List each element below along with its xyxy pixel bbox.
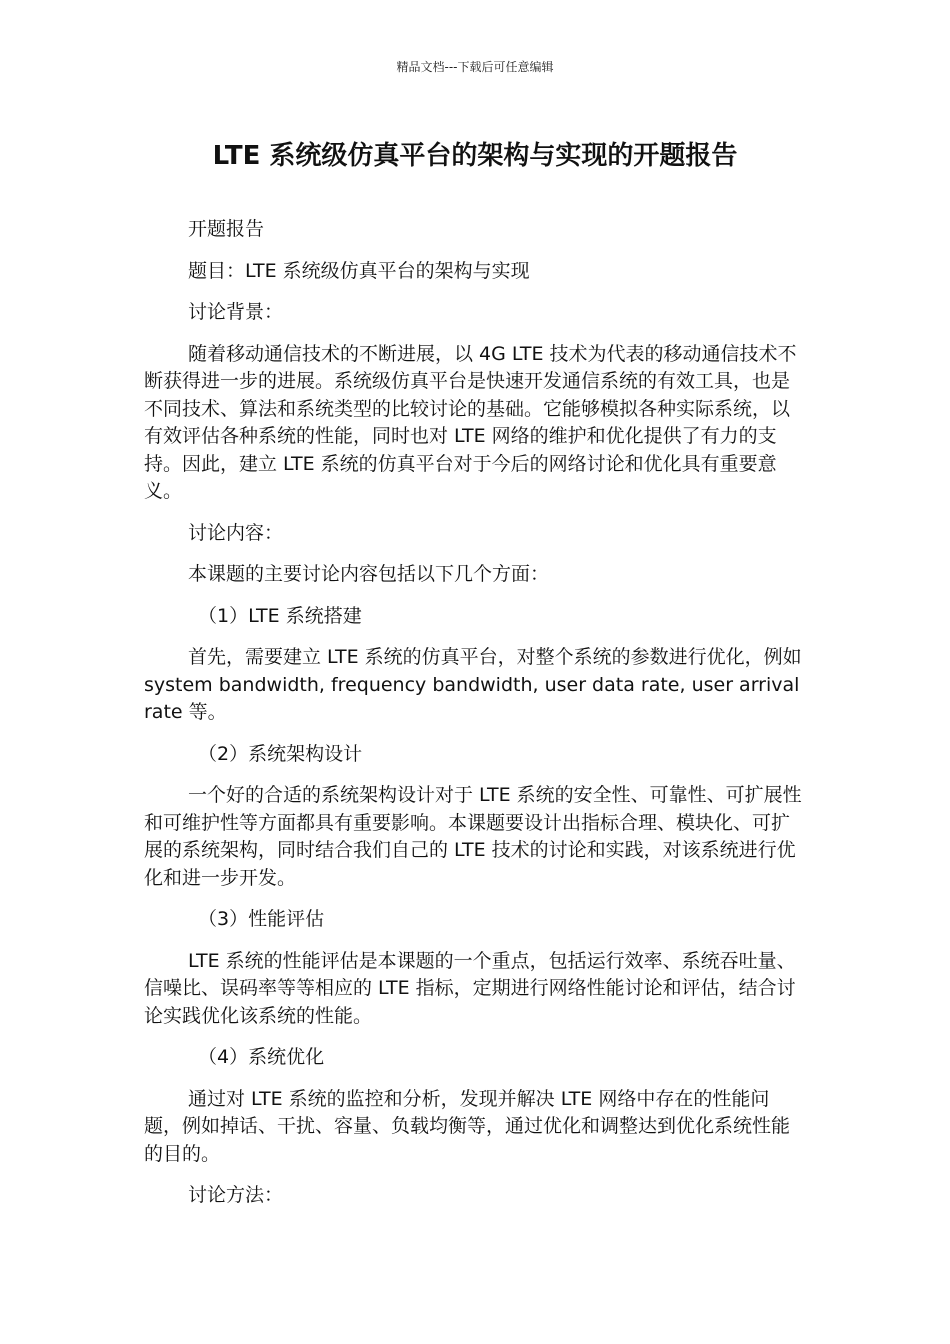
heading-content: 讨论内容： xyxy=(188,521,284,544)
heading-methods: 讨论方法： xyxy=(188,1184,284,1206)
subheading-architecture: （2）系统架构设计 xyxy=(198,742,363,765)
paragraph-content-intro: 本课题的主要讨论内容包括以下几个方面： xyxy=(188,563,550,585)
paragraph-optimization: 通过对 LTE 系统的监控和分析，发现并解决 LTE 网络中存在的性能问题，例如掉话、干扰、容量、负载均衡等，通过优化和调整达到优化系统性能的目的。 xyxy=(144,1087,791,1165)
heading-background: 讨论背景： xyxy=(188,301,284,323)
subheading-lte-setup: （1）LTE 系统搭建 xyxy=(198,604,362,627)
document-title: LTE 系统级仿真平台的架构与实现的开题报告 xyxy=(212,141,738,171)
paragraph-report-label: 开题报告 xyxy=(188,218,265,240)
paragraph-architecture: 一个好的合适的系统架构设计对于 LTE 系统的安全性、可靠性、可扩展性和可维护性等方面都具有重要影响。本课题要设计出指标合理、模块化、可扩展的系统架构，同时结合我们自己的 LTE 技术的讨论和实践，对该系统进行优化和进一步开发。 xyxy=(144,784,802,889)
paragraph-performance: LTE 系统的性能评估是本课题的一个重点，包括运行效率、系统吞吐量、信噪比、误码率等等相应的 LTE 指标，定期进行网络性能讨论和评估，结合讨论实践优化该系统的性能。 xyxy=(144,949,796,1027)
paragraph-lte-setup: 首先，需要建立 LTE 系统的仿真平台，对整个系统的参数进行优化，例如 system bandwidth, frequency bandwidth, user data rate, user arrival rate 等。 xyxy=(144,646,802,723)
subheading-performance: （3）性能评估 xyxy=(198,908,325,930)
subheading-optimization: （4）系统优化 xyxy=(198,1046,325,1068)
paragraph-topic: 题目：LTE 系统级仿真平台的架构与实现 xyxy=(188,259,530,282)
document-body xyxy=(144,216,806,1224)
page-header: 精品文档---下载后可任意编辑 xyxy=(396,60,554,74)
paragraph-background: 随着移动通信技术的不断进展，以 4G LTE 技术为代表的移动通信技术不断获得进一步的进展。系统级仿真平台是快速开发通信系统的有效工具，也是不同技术、算法和系统类型的比较讨论的基础。它能够模拟各种实际系统，以有效评估各种系统的性能，同时也对 LTE 网络的维护和优化提供了有力的支持。因此，建立 LTE 系统的仿真平台对于今后的网络讨论和优化具有重要意义。 xyxy=(144,342,797,502)
